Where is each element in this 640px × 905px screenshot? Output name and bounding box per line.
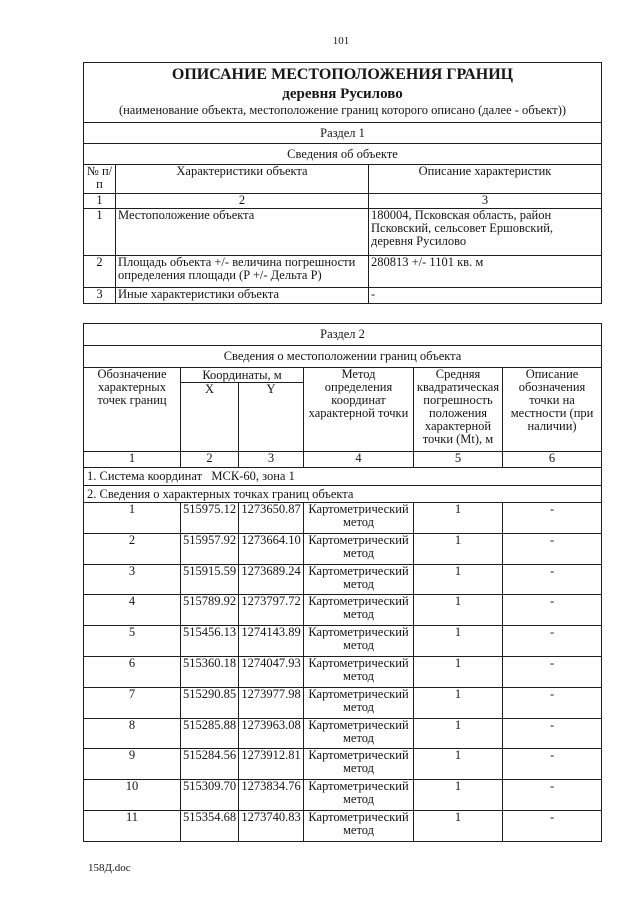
coord-y: 1273797.72 [239,595,304,626]
col-header-coordinates: Координаты, м [181,368,304,383]
column-number: 3 [369,194,602,209]
boundary-point-row [84,595,602,626]
col-header-description: Описание характеристик [369,165,602,194]
point-number: 10 [84,780,181,811]
determination-method: Картометрический метод [304,564,414,595]
column-number: 4 [304,452,414,468]
mean-square-error: 1 [414,718,503,749]
coord-y: 1273650.87 [239,503,304,534]
determination-method: Картометрический метод [304,749,414,780]
col-header-method-cell [304,368,414,452]
file-name: 158Д.doc [88,862,131,874]
coord-x: 515290.85 [181,687,239,718]
mean-square-error: 1 [414,687,503,718]
boundary-point-row [84,533,602,564]
point-marking-description: - [503,718,602,749]
characteristic-description: - [369,288,602,304]
point-number: 3 [84,564,181,595]
description-cell [369,209,602,256]
coord-y: 1273740.83 [239,810,304,841]
determination-method: Картометрический метод [304,533,414,564]
point-marking-description: - [503,595,602,626]
page-number: 101 [332,35,350,47]
point-number: 8 [84,718,181,749]
row-number: 1 [84,209,116,256]
mean-square-error: 1 [414,564,503,595]
point-number: 1 [84,503,181,534]
characteristic: Иные характеристики объекта [116,288,369,304]
coord-x: 515309.70 [181,780,239,811]
coord-y: 1273834.76 [239,780,304,811]
col-header-point-marking: Описание обозначения точки на местности (при наличии) [503,368,602,452]
points-heading: 2. Сведения о характерных точках границ объекта [84,486,602,503]
boundary-point-row [84,810,602,841]
boundary-point-row [84,749,602,780]
column-number: 1 [84,194,116,209]
determination-method: Картометрический метод [304,687,414,718]
point-number: 6 [84,656,181,687]
point-number: 9 [84,749,181,780]
column-number: 2 [116,194,369,209]
coord-y: 1273664.10 [239,533,304,564]
point-marking-description: - [503,656,602,687]
mean-square-error: 1 [414,503,503,534]
determination-method: Картометрический метод [304,595,414,626]
mean-square-error: 1 [414,749,503,780]
row-number: 3 [84,288,116,304]
coord-y: 1273963.08 [239,718,304,749]
object-name: деревня Русилово [282,86,403,102]
point-marking-description: - [503,687,602,718]
col-header-characteristic: Характеристики объекта [116,165,369,194]
determination-method: Картометрический метод [304,810,414,841]
boundary-point-row [84,780,602,811]
column-number: 2 [181,452,239,468]
object-row [84,256,602,288]
mean-square-error: 1 [414,780,503,811]
column-number: 1 [84,452,181,468]
coord-y: 1274047.93 [239,656,304,687]
coord-y: 1273912.81 [239,749,304,780]
point-marking-description: - [503,533,602,564]
mean-square-error: 1 [414,533,503,564]
point-number: 4 [84,595,181,626]
point-number: 7 [84,687,181,718]
document-header [84,63,602,123]
determination-method: Картометрический метод [304,780,414,811]
col-header-method: Метод определения координат характерной точки [308,367,409,420]
col-header-y: Y [239,383,304,452]
mean-square-error: 1 [414,595,503,626]
determination-method: Картометрический метод [304,503,414,534]
point-number: 11 [84,810,181,841]
object-name-note: (наименование объекта, местоположение границ которого описано (далее - объект)) [118,103,567,117]
mean-square-error: 1 [414,656,503,687]
coord-x: 515975.12 [181,503,239,534]
point-number: 2 [84,533,181,564]
determination-method: Картометрический метод [304,718,414,749]
object-row [84,209,602,256]
point-number: 5 [84,626,181,657]
document-title: ОПИСАНИЕ МЕСТОПОЛОЖЕНИЯ ГРАНИЦ [171,66,514,83]
coord-x: 515957.92 [181,533,239,564]
determination-method: Картометрический метод [304,656,414,687]
coord-x: 515284.56 [181,749,239,780]
coord-y: 1273977.98 [239,687,304,718]
column-number: 5 [414,452,503,468]
point-marking-description: - [503,503,602,534]
col-header-point-designation: Обозначение характерных точек границ [84,368,181,452]
boundary-point-row [84,687,602,718]
coord-x: 515789.92 [181,595,239,626]
object-info-table [83,62,602,304]
determination-method: Картометрический метод [304,626,414,657]
coord-x: 515285.88 [181,718,239,749]
section-1-heading: Сведения об объекте [84,144,602,165]
point-marking-description: - [503,564,602,595]
characteristic-description: 180004, Псковская область, район Псковский, сельсовет Ершовский, деревня Русилово [371,208,554,248]
boundary-point-row [84,503,602,534]
col-header-mean-square-error: Средняя квадратическая погрешность положения характерной точки (Mt), м [414,368,503,452]
section-2-heading: Сведения о местоположении границ объекта [84,346,602,368]
boundary-point-row [84,626,602,657]
col-header-x: X [181,383,239,452]
mean-square-error: 1 [414,626,503,657]
boundary-points-table [83,323,602,842]
point-marking-description: - [503,810,602,841]
boundary-point-row [84,718,602,749]
column-number: 6 [503,452,602,468]
column-number: 3 [239,452,304,468]
coord-y: 1273689.24 [239,564,304,595]
object-row [84,288,602,304]
mean-square-error: 1 [414,810,503,841]
row-number: 2 [84,256,116,288]
point-marking-description: - [503,626,602,657]
coord-x: 515915.59 [181,564,239,595]
boundary-point-row [84,656,602,687]
section-1-label: Раздел 1 [84,123,602,144]
point-marking-description: - [503,780,602,811]
coord-x: 515360.18 [181,656,239,687]
col-header-number: № п/п [84,165,116,194]
coordinate-system: 1. Система координат МСК-60, зона 1 [84,468,602,486]
coord-y: 1274143.89 [239,626,304,657]
characteristic-description: 280813 +/- 1101 кв. м [369,256,602,288]
coord-x: 515354.68 [181,810,239,841]
point-marking-description: - [503,749,602,780]
coord-x: 515456.13 [181,626,239,657]
characteristic: Площадь объекта +/- величина погрешности определения площади (P +/- Дельта P) [116,256,369,288]
characteristic: Местоположение объекта [116,209,369,256]
section-2-label: Раздел 2 [84,324,602,346]
boundary-point-row [84,564,602,595]
